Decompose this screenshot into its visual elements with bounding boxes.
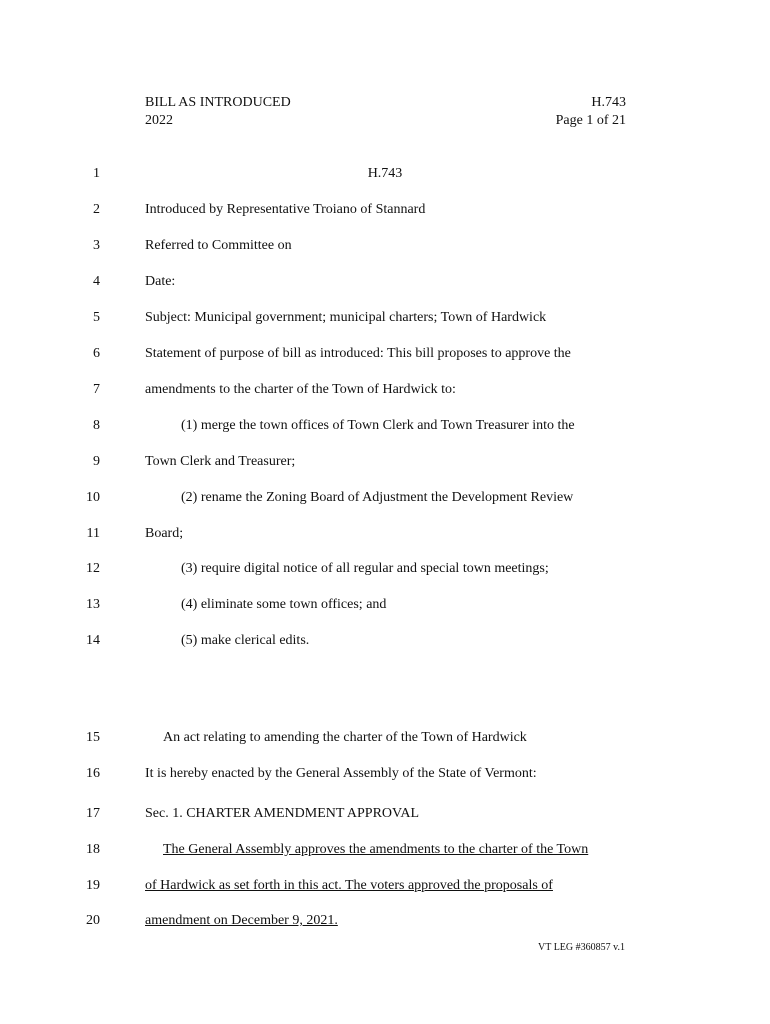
bill-line [0, 595, 770, 615]
body-text: amendments to the charter of the Town of Hardwick to: [145, 382, 456, 397]
bill-line [0, 272, 770, 292]
line-number: 10 [86, 490, 100, 505]
bill-status: BILL AS INTRODUCED [145, 95, 291, 110]
date-label: Date: [145, 274, 176, 289]
bill-line [0, 911, 770, 931]
bill-line [0, 524, 770, 544]
added-text: The General Assembly approves the amendments to the charter of the Town [163, 842, 589, 857]
bill-line [0, 840, 770, 860]
act-title: An act relating to amending the charter of the Town of Hardwick [163, 730, 527, 745]
subject-line: Subject: Municipal government; municipal charters; Town of Hardwick [145, 310, 547, 325]
bill-line [0, 631, 770, 651]
line-number: 2 [93, 202, 100, 217]
line-number: 12 [86, 561, 100, 576]
bill-number: H.743 [591, 95, 626, 110]
bill-line [0, 876, 770, 896]
list-item: (2) rename the Zoning Board of Adjustment the Development Review [181, 490, 574, 505]
list-item: (5) make clerical edits. [181, 633, 310, 648]
bill-line [0, 488, 770, 508]
list-item: (1) merge the town offices of Town Clerk and Town Treasurer into the [181, 418, 575, 433]
bill-line [0, 380, 770, 400]
line-number: 18 [86, 842, 100, 857]
added-text: amendment on December 9, 2021. [145, 913, 338, 928]
bill-line [0, 164, 770, 184]
line-number: 13 [86, 597, 100, 612]
enacting-clause: It is hereby enacted by the General Assembly of the State of Vermont: [145, 766, 537, 781]
page-indicator: Page 1 of 21 [555, 113, 626, 128]
line-number: 7 [93, 382, 100, 397]
bill-line [0, 804, 770, 824]
bill-line [0, 308, 770, 328]
bill-line [0, 764, 770, 784]
line-number: 3 [93, 238, 100, 253]
line-number: 9 [93, 454, 100, 469]
line-number: 14 [86, 633, 100, 648]
bill-line [0, 416, 770, 436]
list-item: (3) require digital notice of all regular and special town meetings; [181, 561, 549, 576]
bill-line [0, 559, 770, 579]
line-number: 6 [93, 346, 100, 361]
line-number: 4 [93, 274, 100, 289]
section-heading: Sec. 1. CHARTER AMENDMENT APPROVAL [145, 806, 420, 821]
bill-line [0, 236, 770, 256]
line-number: 5 [93, 310, 100, 325]
bill-line [0, 728, 770, 748]
header-left [145, 94, 291, 130]
introduced-by: Introduced by Representative Troiano of Stannard [145, 202, 426, 217]
bill-line [0, 344, 770, 364]
bill-line [0, 452, 770, 472]
bill-line [0, 200, 770, 220]
list-item: (4) eliminate some town offices; and [181, 597, 387, 612]
body-text: Board; [145, 526, 184, 541]
line-number: 11 [86, 526, 100, 541]
line-number: 15 [86, 730, 100, 745]
line-number: 16 [86, 766, 100, 781]
line-number: 8 [93, 418, 100, 433]
document-id-footer: VT LEG #360857 v.1 [538, 942, 625, 953]
line-number: 20 [86, 913, 100, 928]
bill-year: 2022 [145, 113, 173, 128]
header-right [556, 94, 626, 130]
statement-of-purpose: Statement of purpose of bill as introduced: This bill proposes to approve the [145, 346, 571, 361]
line-number: 1 [93, 166, 100, 181]
body-text: Town Clerk and Treasurer; [145, 454, 296, 469]
added-text: of Hardwick as set forth in this act. The voters approved the proposals of [145, 878, 553, 893]
line-number: 19 [86, 878, 100, 893]
bill-title-number: H.743 [367, 166, 403, 181]
referred-to: Referred to Committee on [145, 238, 292, 253]
line-number: 17 [86, 806, 100, 821]
